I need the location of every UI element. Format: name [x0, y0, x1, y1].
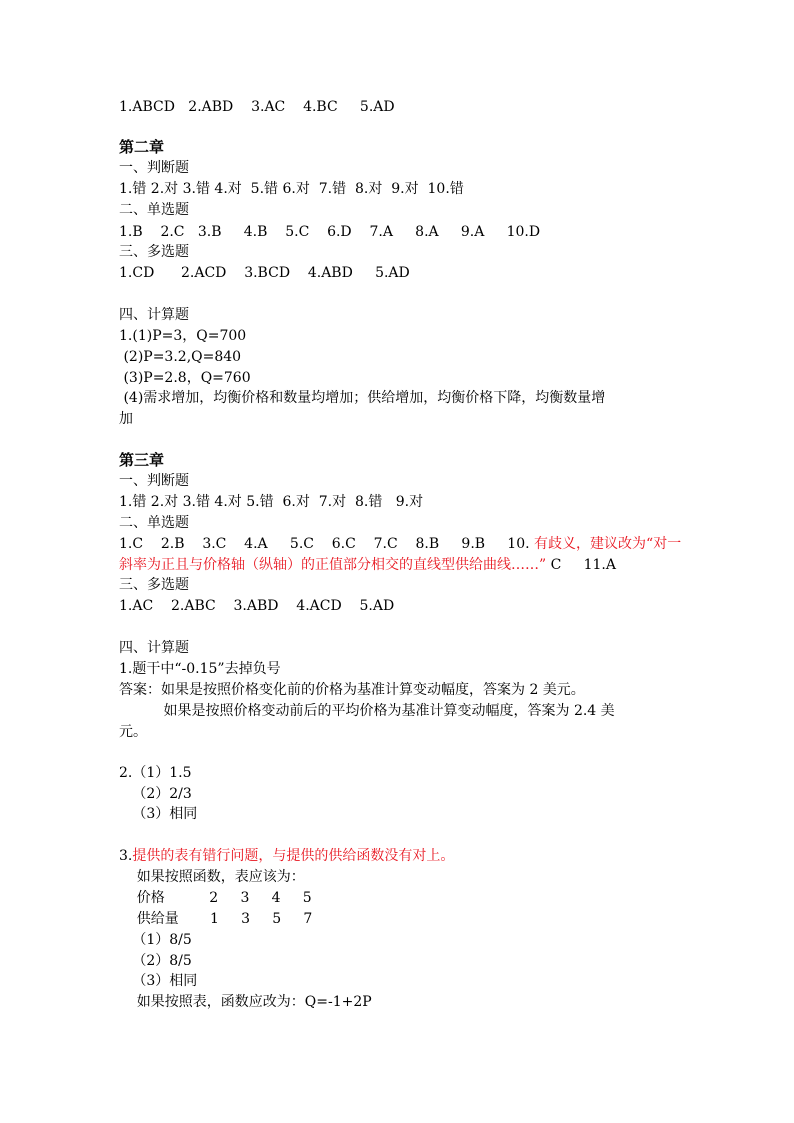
calc-line: （3）相同: [119, 973, 198, 989]
answer-line: 1.AC 2.ABC 3.ABD 4.ACD 5.AD: [119, 598, 395, 614]
calc-line: (3)P=2.8，Q=760: [119, 370, 251, 386]
calc-line: 元。: [119, 724, 147, 740]
calc-line: 2.（1）1.5: [119, 765, 192, 781]
calc-line: 加: [119, 411, 133, 427]
chapter-title: 第三章: [119, 451, 165, 469]
section-heading: 四、计算题: [119, 307, 189, 323]
answer-line: [119, 555, 616, 575]
calc-line: 如果按照表，函数应改为：Q=-1+2P: [119, 994, 372, 1010]
calc-line: (4)需求增加，均衡价格和数量均增加；供给增加，均衡价格下降，均衡数量增: [119, 390, 606, 406]
answer-line: 1.错 2.对 3.错 4.对 5.错 6.对 7.错 8.对 9.对 10.错: [119, 181, 464, 197]
section-heading: 三、多选题: [119, 577, 189, 593]
calc-line: （2）8/5: [119, 953, 192, 969]
answer-line: 1.B 2.C 3.B 4.B 5.C 6.D 7.A 8.A 9.A 10.D: [119, 224, 541, 240]
section-heading: 二、单选题: [119, 202, 189, 218]
chapter-title: 第二章: [119, 138, 165, 156]
calc-line: 答案：如果是按照价格变化前的价格为基准计算变动幅度，答案为 2 美元。: [119, 682, 585, 698]
answer-line: [119, 534, 681, 554]
section-heading: 二、单选题: [119, 515, 189, 531]
table-row: 价格 2 3 4 5: [119, 890, 312, 906]
correction-note: 有歧义，建议改为“对一: [534, 536, 682, 552]
calc-line: (2)P=3.2,Q=840: [119, 349, 242, 365]
correction-note: 斜率为正且与价格轴（纵轴）的正值部分相交的直线型供给曲线……”: [119, 557, 547, 573]
correction-note: 提供的表有错行问题，与提供的供给函数没有对上。: [132, 848, 455, 864]
section-heading: 三、多选题: [119, 244, 189, 260]
calc-line: 如果是按照价格变动前后的平均价格为基准计算变动幅度，答案为 2.4 美: [119, 703, 615, 719]
section-heading: 一、判断题: [119, 473, 189, 489]
answer-text: C 11.A: [546, 557, 616, 573]
calc-line: 如果按照函数，表应该为：: [119, 869, 305, 885]
calc-line: （1）8/5: [119, 932, 192, 948]
table-row: 供给量 1 3 5 7: [119, 911, 313, 927]
answer-line: 1.错 2.对 3.错 4.对 5.错 6.对 7.对 8.错 9.对: [119, 494, 424, 510]
answer-text: 1.C 2.B 3.C 4.A 5.C 6.C 7.C 8.B 9.B 10.: [119, 536, 535, 552]
answer-line: 1.ABCD 2.ABD 3.AC 4.BC 5.AD: [119, 99, 395, 115]
calc-line: 1.(1)P=3，Q=700: [119, 328, 247, 344]
section-heading: 一、判断题: [119, 160, 189, 176]
calc-line: 1.题干中“-0.15”去掉负号: [119, 661, 281, 677]
section-heading: 四、计算题: [119, 640, 189, 656]
answer-line: 1.CD 2.ACD 3.BCD 4.ABD 5.AD: [119, 265, 410, 281]
question-number: 3.: [119, 848, 133, 864]
calc-line: [119, 846, 454, 866]
calc-line: （2）2/3: [119, 786, 192, 802]
calc-line: （3）相同: [119, 806, 198, 822]
